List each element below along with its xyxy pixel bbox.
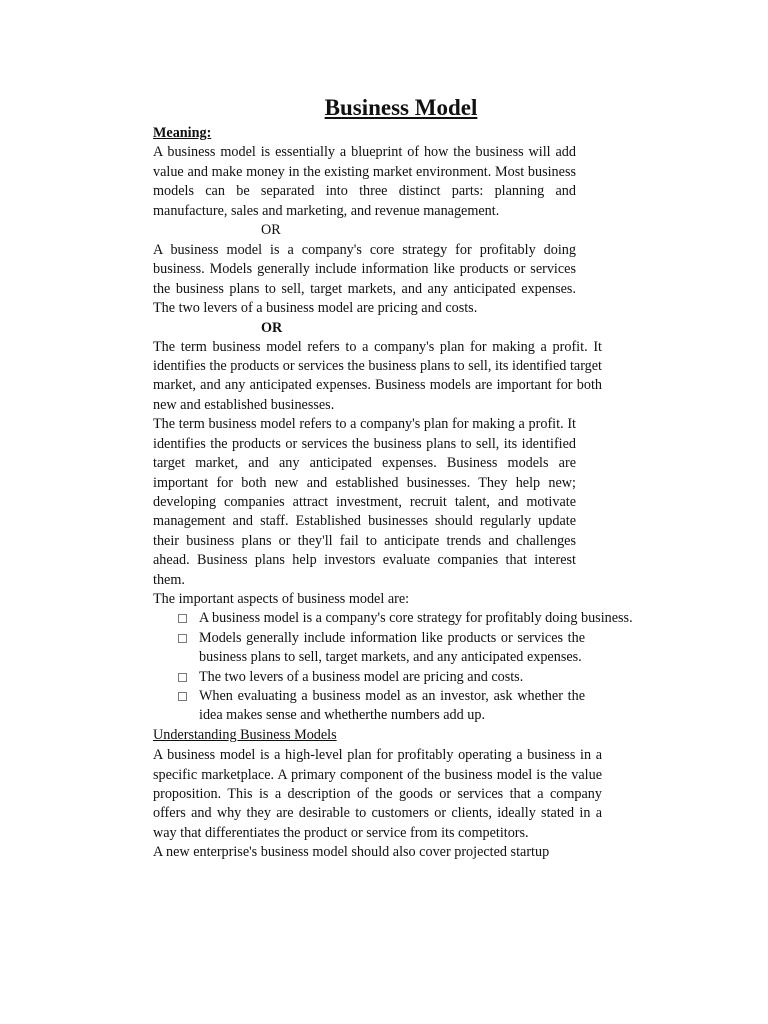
list-item bbox=[153, 609, 633, 628]
meaning-paragraph-2: A business model is a company's core strategy for profitably doing business. Models generally include information like products or services the business plans to sell, target markets, and any anticipated expenses. The two levers of a business model are pricing and costs. bbox=[153, 242, 576, 317]
meaning-heading: Meaning: bbox=[153, 125, 212, 141]
list-item-text: Models generally include information like products or services the business plans to sell, target markets, and any anticipated expenses. bbox=[199, 629, 585, 666]
document-title: Business Model bbox=[324, 95, 478, 120]
checkbox-bullet-icon bbox=[178, 673, 187, 682]
checkbox-bullet-icon bbox=[178, 692, 187, 701]
understanding-paragraph-1: A business model is a high-level plan for profitably operating a business in a specific marketplace. A primary component of the business model is the value proposition. This is a description of the goods or services that a company offers and why they are desirable to customers or clients, ideally stated in a way that differentiates the product or service from its competitors. bbox=[153, 747, 602, 841]
meaning-paragraph-4: The term business model refers to a company's plan for making a profit. It identifies the products or services the business plans to sell, its identified target market, and any anticipated expenses. Business models are important for both new and established businesses. They help new; developing companies attract investment, recruit talent, and motivate management and staff. Established businesses should regularly update their business plans or they'll fail to anticipate trends and challenges ahead. Business plans help investors evaluate companies that interest them. bbox=[153, 416, 576, 588]
document-body bbox=[153, 124, 633, 863]
checkbox-bullet-icon bbox=[178, 614, 187, 623]
list-item-text: The two levers of a business model are pricing and costs. bbox=[199, 668, 524, 685]
aspects-list bbox=[153, 609, 633, 725]
understanding-heading: Understanding Business Models bbox=[153, 726, 337, 743]
list-item-text: When evaluating a business model as an investor, ask whether the idea makes sense and whetherthe numbers add up. bbox=[199, 687, 585, 724]
list-item-text: A business model is a company's core strategy for profitably doing business. bbox=[199, 610, 633, 627]
or-separator-1: OR bbox=[261, 222, 281, 239]
checkbox-bullet-icon bbox=[178, 634, 187, 643]
meaning-paragraph-1: A business model is essentially a blueprint of how the business will add value and make money in the existing market environment. Most business models can be separated into three distinct parts: planning and manufacture, sales and marketing, and revenue management. bbox=[153, 144, 576, 219]
list-item bbox=[153, 629, 605, 668]
understanding-paragraph-2: A new enterprise's business model should also cover projected startup bbox=[153, 844, 550, 861]
list-item bbox=[153, 668, 605, 687]
aspects-intro: The important aspects of business model are: bbox=[153, 590, 410, 607]
or-separator-2: OR bbox=[261, 319, 283, 336]
meaning-paragraph-3: The term business model refers to a company's plan for making a profit. It identifies the products or services the business plans to sell, its identified target market, and any anticipated expenses. Business models are important for both new and established businesses. bbox=[153, 338, 602, 413]
list-item bbox=[153, 687, 605, 726]
